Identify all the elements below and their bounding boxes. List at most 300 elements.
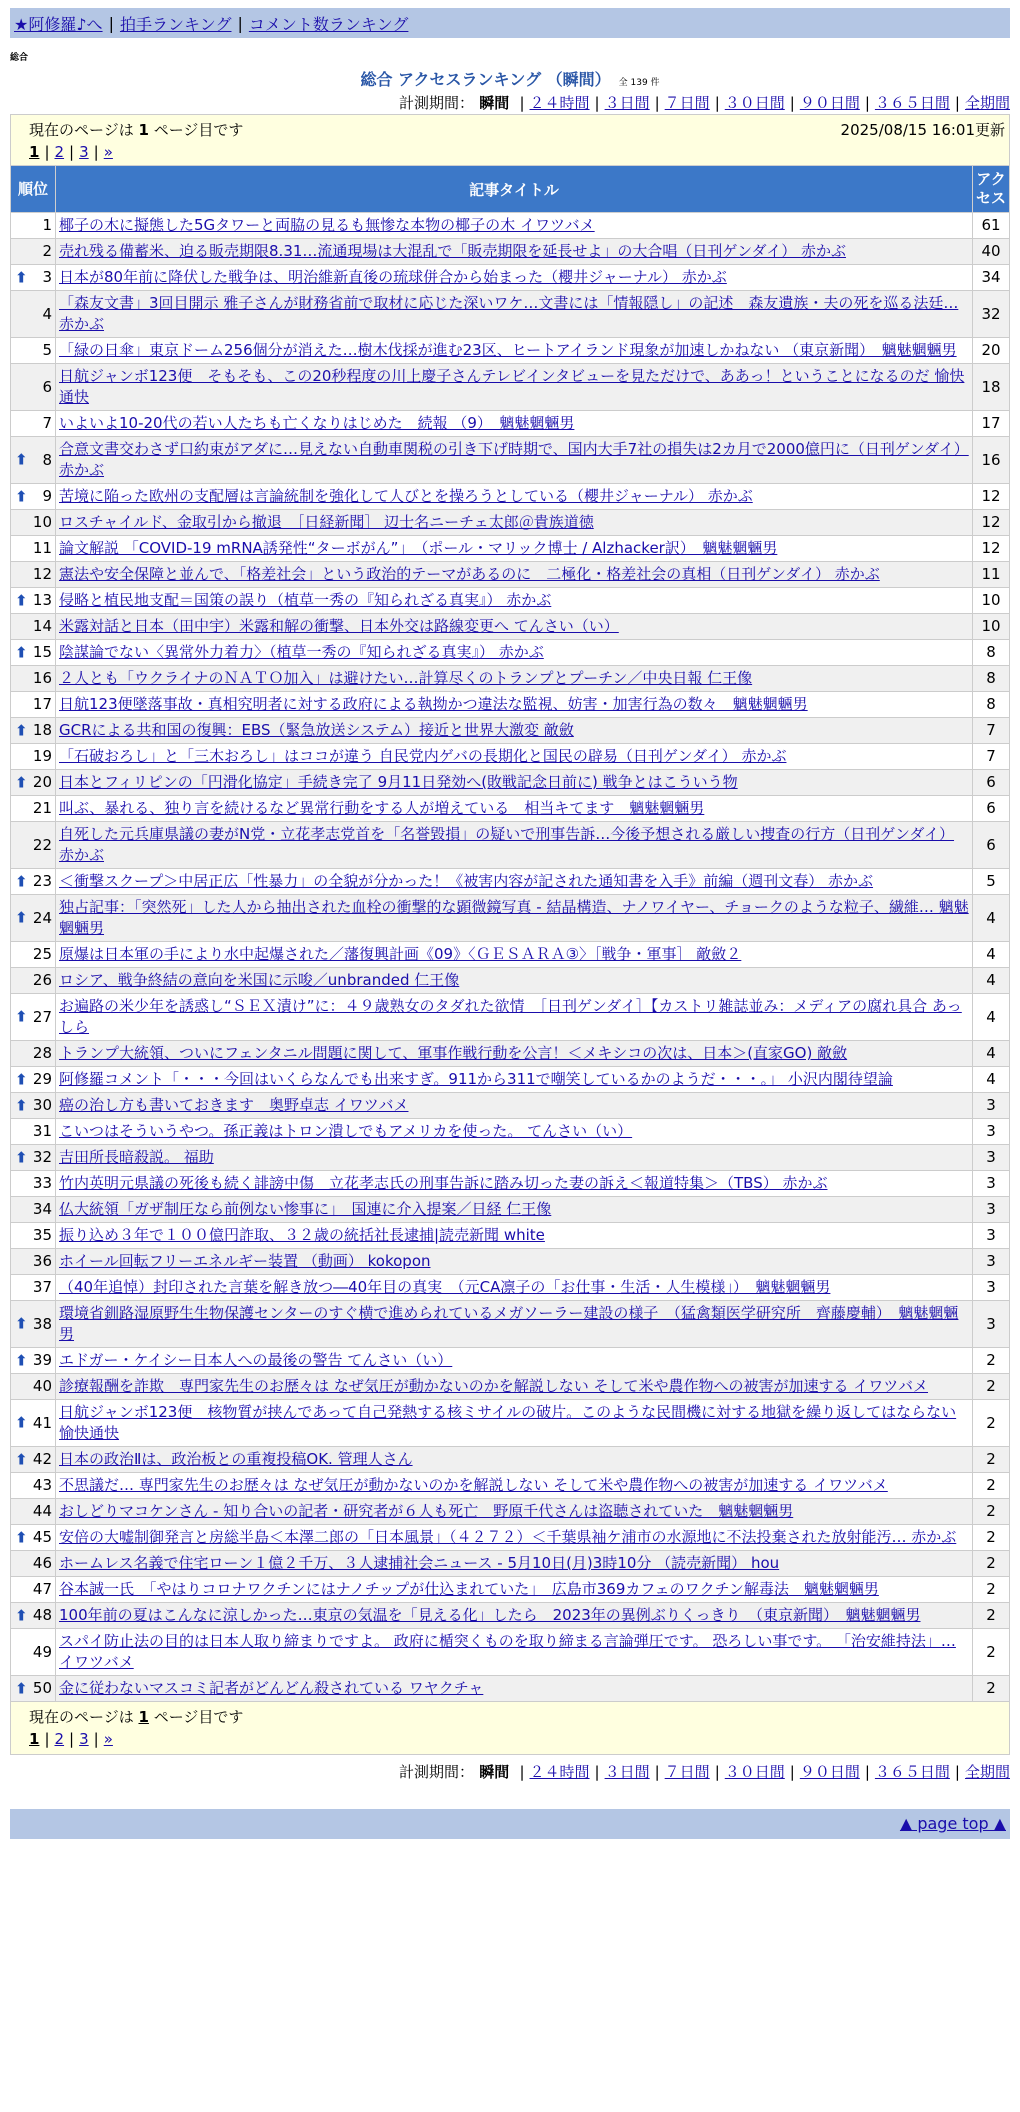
table-row bbox=[11, 1197, 1010, 1223]
rank-number: 43 bbox=[32, 1476, 52, 1494]
access-count: 4 bbox=[973, 968, 1010, 994]
rank-number: 21 bbox=[32, 799, 52, 817]
rank-number: 28 bbox=[32, 1044, 52, 1062]
rank-cell bbox=[11, 895, 56, 942]
access-count: 3 bbox=[973, 1171, 1010, 1197]
title-header: 記事タイトル bbox=[56, 166, 973, 213]
access-count: 7 bbox=[973, 744, 1010, 770]
access-count: 4 bbox=[973, 1067, 1010, 1093]
title-cell bbox=[56, 536, 973, 562]
title-cell bbox=[56, 510, 973, 536]
rank-number: 39 bbox=[32, 1351, 52, 1369]
period-label: 計測期間： bbox=[398, 94, 474, 112]
access-count: 2 bbox=[973, 1499, 1010, 1525]
article-link[interactable]: 金に従わないマスコミ記者がどんどん殺されている ワヤクチャ bbox=[59, 1679, 484, 1697]
rank-number: 31 bbox=[32, 1122, 52, 1140]
rank-number: 2 bbox=[42, 242, 52, 260]
rank-cell bbox=[11, 1301, 56, 1348]
rank-number: 1 bbox=[42, 216, 52, 234]
rank-number: 13 bbox=[32, 591, 52, 609]
access-count: 16 bbox=[973, 437, 1010, 484]
rank-cell bbox=[11, 640, 56, 666]
title-cell bbox=[56, 869, 973, 895]
rank-cell bbox=[11, 1275, 56, 1301]
title-cell bbox=[56, 1145, 973, 1171]
rank-cell bbox=[11, 437, 56, 484]
access-count: 6 bbox=[973, 822, 1010, 869]
table-row bbox=[11, 1400, 1010, 1447]
access-count: 2 bbox=[973, 1400, 1010, 1447]
article-link[interactable]: 日航ジャンボ123便 そもそも、この20秒程度の川上慶子さんテレビインタビューを見ただけで、ああっ！ということになるのだ 愉快通快 bbox=[59, 367, 965, 406]
article-link[interactable]: 安倍の大嘘制御発言と房総半島＜本澤二郎の「日本風景」（４２７２）＜千葉県袖ケ浦市の水源地に不法投棄された放射能汚… 赤かぶ bbox=[59, 1528, 957, 1546]
title-cell bbox=[56, 1301, 973, 1348]
access-count: 17 bbox=[973, 411, 1010, 437]
up-arrow-icon: ⬆ bbox=[15, 1450, 28, 1468]
rank-cell bbox=[11, 265, 56, 291]
period-link-2[interactable]: ７日間 bbox=[664, 94, 710, 112]
next-page-link[interactable]: » bbox=[103, 143, 113, 161]
access-count: 2 bbox=[973, 1577, 1010, 1603]
article-link[interactable]: GCRによる共和国の復興：EBS（緊急放送システム）接近と世界大激変 敵斂 bbox=[59, 721, 574, 739]
title-cell bbox=[56, 1067, 973, 1093]
period-link-3[interactable]: ３０日間 bbox=[724, 94, 785, 112]
rank-number: 10 bbox=[32, 513, 52, 531]
rank-cell bbox=[11, 692, 56, 718]
title-cell bbox=[56, 1093, 973, 1119]
rank-number: 27 bbox=[32, 1007, 52, 1026]
page-top-link[interactable]: ▲ page top ▲ bbox=[899, 1814, 1006, 1833]
article-link[interactable]: 侵略と植民地支配＝国策の誤り（植草一秀の『知られざる真実』） 赤かぶ bbox=[59, 591, 552, 609]
period-link-5[interactable]: ３６５日間 bbox=[874, 94, 950, 112]
table-row bbox=[11, 1629, 1010, 1676]
article-link[interactable]: 陰謀論でない〈異常外力着力〉（植草一秀の『知られざる真実』） 赤かぶ bbox=[59, 643, 544, 661]
article-link[interactable]: 癌の治し方も書いておきます 奥野卓志 イワツバメ bbox=[59, 1096, 409, 1114]
access-count: 3 bbox=[973, 1223, 1010, 1249]
page-current: 1 bbox=[29, 143, 40, 161]
access-count: 8 bbox=[973, 666, 1010, 692]
access-count: 10 bbox=[973, 588, 1010, 614]
footer-bar bbox=[10, 1809, 1010, 1839]
table-row bbox=[11, 718, 1010, 744]
table-row bbox=[11, 437, 1010, 484]
rank-cell bbox=[11, 666, 56, 692]
access-count: 11 bbox=[973, 562, 1010, 588]
title-cell bbox=[56, 338, 973, 364]
up-arrow-icon: ⬆ bbox=[15, 1351, 28, 1369]
access-count: 6 bbox=[973, 770, 1010, 796]
period-separator: | bbox=[789, 1763, 795, 1781]
rank-cell bbox=[11, 1447, 56, 1473]
article-link[interactable]: おしどりマコケンさん - 知り合いの記者・研究者が６人も死亡 野原千代さんは盗聴されていた 魑魅魍魎男 bbox=[59, 1502, 794, 1520]
period-current: 瞬間 bbox=[474, 1763, 515, 1781]
period-link-4[interactable]: ９０日間 bbox=[799, 94, 860, 112]
article-link[interactable]: ＜衝撃スクープ＞中居正広「性暴力」の全貌が分かった！《被害内容が記された通知書を入手》前編（週刊文春） 赤かぶ bbox=[59, 872, 874, 890]
rank-number: 14 bbox=[32, 617, 52, 635]
up-arrow-icon: ⬆ bbox=[15, 1679, 28, 1697]
article-link[interactable]: 吉田所長暗殺説。 福助 bbox=[59, 1148, 214, 1166]
article-link[interactable]: （40年追悼）封印された言葉を解き放つ―40年目の真実 （元CA凛子の「お仕事・生活・人生模様」） 魑魅魍魎男 bbox=[59, 1278, 831, 1296]
rank-number: 49 bbox=[32, 1642, 52, 1661]
rank-number: 30 bbox=[32, 1096, 52, 1114]
item-count: 全 139 件 bbox=[618, 78, 660, 88]
rank-number: 26 bbox=[32, 971, 52, 989]
rank-cell bbox=[11, 869, 56, 895]
article-link[interactable]: スパイ防止法の目的は日本人取り締まりですよ。 政府に楯突くものを取り締まる言論弾圧です。 恐ろしい事です。 「治安維持法」… イワツバメ bbox=[59, 1632, 956, 1671]
table-row bbox=[11, 1551, 1010, 1577]
title-cell bbox=[56, 1197, 973, 1223]
article-link[interactable]: 自死した元兵庫県議の妻がN党・立花孝志党首を「名誉毀損」の疑いで刑事告訴…今後予想される厳しい捜査の行方（日刊ゲンダイ） 赤かぶ bbox=[59, 825, 955, 864]
article-link[interactable]: お遍路の米少年を誘惑し“ＳＥＸ漬け”に：４９歳熟女のタダれた欲情 ［日刊ゲンダイ］【カストリ雑誌並み：メディアの腐れ具合 あっしら bbox=[59, 997, 962, 1036]
period-link-1[interactable]: ３日間 bbox=[604, 94, 650, 112]
title-cell bbox=[56, 1223, 973, 1249]
page-links bbox=[29, 141, 1009, 163]
rank-number: 29 bbox=[32, 1070, 52, 1088]
page-title bbox=[10, 67, 1010, 90]
rank-cell bbox=[11, 510, 56, 536]
article-link[interactable]: 100年前の夏はこんなに涼しかった…東京の気温を「見える化」したら 2023年の異例ぶりくっきり （東京新聞） 魑魅魍魎男 bbox=[59, 1606, 921, 1624]
table-row bbox=[11, 536, 1010, 562]
category-label: 総合 bbox=[10, 53, 29, 63]
article-link[interactable]: 日本の政治Ⅱは、政治板との重複投稿OK. 管理人さん bbox=[59, 1450, 413, 1468]
access-count: 8 bbox=[973, 640, 1010, 666]
rank-header: 順位 bbox=[11, 166, 56, 213]
access-count: 40 bbox=[973, 239, 1010, 265]
article-link[interactable]: 日本とフィリピンの「円滑化協定」手続き完了 9月11日発効へ(敗戦記念日前に) 戦争とはこういう物 bbox=[59, 773, 738, 791]
title-cell bbox=[56, 796, 973, 822]
title-cell bbox=[56, 942, 973, 968]
rank-number: 5 bbox=[42, 341, 52, 359]
page-separator: | bbox=[93, 143, 99, 161]
rank-cell bbox=[11, 1041, 56, 1067]
next-page-link[interactable]: » bbox=[103, 1730, 113, 1748]
access-count: 4 bbox=[973, 1041, 1010, 1067]
article-link[interactable]: 苦境に陥った欧州の支配層は言論統制を強化して人びとを操ろうとしている（櫻井ジャーナル） 赤かぶ bbox=[59, 487, 753, 505]
rank-number: 9 bbox=[42, 487, 52, 505]
page-status: 現在のページは 1 ページ目です bbox=[29, 121, 244, 139]
article-link[interactable]: 診療報酬を詐欺 専門家先生のお歴々は なぜ気圧が動かないのかを解説しない そして米や農作物への被害が加速する イワツバメ bbox=[59, 1377, 929, 1395]
title-cell bbox=[56, 718, 973, 744]
access-count: 2 bbox=[973, 1629, 1010, 1676]
table-row bbox=[11, 213, 1010, 239]
rank-cell bbox=[11, 1473, 56, 1499]
article-link[interactable]: ホイール回転フリーエネルギー装置 （動画） kokopon bbox=[59, 1252, 431, 1270]
page-link-2[interactable]: 2 bbox=[54, 143, 65, 161]
up-arrow-icon: ⬆ bbox=[15, 908, 28, 927]
table-row bbox=[11, 1275, 1010, 1301]
rank-cell bbox=[11, 718, 56, 744]
access-count: 20 bbox=[973, 338, 1010, 364]
article-link[interactable]: 原爆は日本軍の手により水中起爆された／藩復興計画《09》〈ＧＥＳＡＲＡ③〉［戦争・軍事］ 敵斂２ bbox=[59, 945, 742, 963]
asyura-home-link[interactable]: ★阿修羅♪へ bbox=[14, 14, 103, 34]
table-row bbox=[11, 895, 1010, 942]
rank-cell bbox=[11, 968, 56, 994]
article-link[interactable]: 椰子の木に擬態した5Gタワーと両脇の見るも無惨な本物の椰子の木 イワツバメ bbox=[59, 216, 595, 234]
access-count: 8 bbox=[973, 692, 1010, 718]
title-cell bbox=[56, 1374, 973, 1400]
rank-number: 37 bbox=[32, 1278, 52, 1296]
table-row bbox=[11, 1249, 1010, 1275]
page-link-2[interactable]: 2 bbox=[54, 1730, 65, 1748]
rank-cell bbox=[11, 364, 56, 411]
rank-number: 18 bbox=[32, 721, 52, 739]
rank-number: 11 bbox=[32, 539, 52, 557]
period-separator: | bbox=[954, 94, 960, 112]
article-link[interactable]: いよいよ10-20代の若い人たちも亡くなりはじめた 続報 （9） 魑魅魍魎男 bbox=[59, 414, 575, 432]
article-link[interactable]: ホームレス名義で住宅ローン１億２千万、３人逮捕社会ニュース - 5月10日(月)3時10分 （読売新聞） hou bbox=[59, 1554, 780, 1572]
title-cell bbox=[56, 1400, 973, 1447]
article-link[interactable]: 日本が80年前に降伏した戦争は、明治維新直後の琉球併合から始まった（櫻井ジャーナル） 赤かぶ bbox=[59, 268, 727, 286]
access-count: 18 bbox=[973, 364, 1010, 411]
access-count: 12 bbox=[973, 510, 1010, 536]
rank-number: 42 bbox=[32, 1450, 52, 1468]
article-link[interactable]: 合意文書交わさず口約束がアダに…見えない自動車関税の引き下げ時期で、国内大手7社の損失は2カ月で2000億円に（日刊ゲンダイ） 赤かぶ bbox=[59, 440, 969, 479]
rank-number: 7 bbox=[42, 414, 52, 432]
page-current: 1 bbox=[29, 1730, 40, 1748]
period-link-5[interactable]: ３６５日間 bbox=[874, 1763, 950, 1781]
rank-cell bbox=[11, 291, 56, 338]
access-count: 2 bbox=[973, 1374, 1010, 1400]
up-arrow-icon: ⬆ bbox=[15, 773, 28, 791]
page-separator: | bbox=[69, 143, 75, 161]
period-link-4[interactable]: ９０日間 bbox=[799, 1763, 860, 1781]
rank-cell bbox=[11, 796, 56, 822]
table-row bbox=[11, 692, 1010, 718]
up-arrow-icon: ⬆ bbox=[15, 1413, 28, 1432]
rank-cell bbox=[11, 1119, 56, 1145]
period-link-3[interactable]: ３０日間 bbox=[724, 1763, 785, 1781]
up-arrow-icon: ⬆ bbox=[15, 1606, 28, 1624]
table-row bbox=[11, 1676, 1010, 1702]
title-cell bbox=[56, 411, 973, 437]
top-nav-bar bbox=[10, 8, 1010, 38]
up-arrow-icon: ⬆ bbox=[15, 872, 28, 890]
table-row bbox=[11, 614, 1010, 640]
table-row bbox=[11, 1171, 1010, 1197]
rank-cell bbox=[11, 994, 56, 1041]
period-link-2[interactable]: ７日間 bbox=[664, 1763, 710, 1781]
access-count: 10 bbox=[973, 614, 1010, 640]
table-row bbox=[11, 1301, 1010, 1348]
rank-cell bbox=[11, 744, 56, 770]
title-cell bbox=[56, 1473, 973, 1499]
nav-separator: | bbox=[237, 13, 243, 33]
rank-number: 38 bbox=[32, 1314, 52, 1333]
page-links bbox=[29, 1728, 1009, 1750]
rank-number: 34 bbox=[32, 1200, 52, 1218]
article-link[interactable]: 仏大統領「ガザ制圧なら前例ない惨事に」 国連に介入提案／日経 仁王像 bbox=[59, 1200, 552, 1218]
title-cell bbox=[56, 1447, 973, 1473]
access-count: 32 bbox=[973, 291, 1010, 338]
article-link[interactable]: 振り込め３年で１００億円詐取、３２歳の統括社長逮捕|読売新聞 white bbox=[59, 1226, 545, 1244]
rank-cell bbox=[11, 614, 56, 640]
table-row bbox=[11, 510, 1010, 536]
table-row bbox=[11, 770, 1010, 796]
title-cell bbox=[56, 364, 973, 411]
table-row bbox=[11, 744, 1010, 770]
article-link[interactable]: 環境省釧路湿原野生生物保護センターのすぐ横で進められているメガソーラー建設の様子 （猛禽類医学研究所 齊藤慶輔） 魑魅魍魎男 bbox=[59, 1304, 959, 1343]
period-link-0[interactable]: ２４時間 bbox=[529, 1763, 590, 1781]
title-cell bbox=[56, 1041, 973, 1067]
article-link[interactable]: 叫ぶ、暴れる、独り言を続けるなど異常行動をする人が増えている 相当キてます 魑魅魍魎男 bbox=[59, 799, 705, 817]
up-arrow-icon: ⬆ bbox=[15, 721, 28, 739]
rank-number: 24 bbox=[32, 908, 52, 927]
table-row bbox=[11, 239, 1010, 265]
title-cell bbox=[56, 562, 973, 588]
article-link[interactable]: 独占記事：「突然死」した人から抽出された血栓の衝撃的な顕微鏡写真 - 結晶構造、ナノワイヤー、チョークのような粒子、繊維… 魑魅魍魎男 bbox=[59, 898, 969, 937]
article-link[interactable]: 日航123便墜落事故・真相究明者に対する政府による執拗かつ違法な監視、妨害・加害行為の数々 魑魅魍魎男 bbox=[59, 695, 808, 713]
article-link[interactable]: 売れ残る備蓄米、迫る販売期限8.31…流通現場は大混乱で「販売期限を延長せよ」の大合唱（日刊ゲンダイ） 赤かぶ bbox=[59, 242, 846, 260]
page-separator: | bbox=[69, 1730, 75, 1748]
title-cell bbox=[56, 291, 973, 338]
ranking-table bbox=[10, 165, 1010, 1702]
rank-cell bbox=[11, 1499, 56, 1525]
updated-timestamp: 2025/08/15 16:01更新 bbox=[840, 121, 1005, 139]
table-row bbox=[11, 588, 1010, 614]
article-link[interactable]: ロスチャイルド、金取引から撤退 ［日経新聞］ 辺士名ニーチェ太郎＠貴族道徳 bbox=[59, 513, 594, 531]
rank-cell bbox=[11, 770, 56, 796]
up-arrow-icon: ⬆ bbox=[15, 487, 28, 505]
table-row bbox=[11, 1525, 1010, 1551]
article-link[interactable]: 不思議だ… 専門家先生のお歴々は なぜ気圧が動かないのかを解説しない そして米や農作物への被害が加速する イワツバメ bbox=[59, 1476, 888, 1494]
rank-cell bbox=[11, 1249, 56, 1275]
rank-cell bbox=[11, 239, 56, 265]
rank-cell bbox=[11, 536, 56, 562]
article-link[interactable]: 日航ジャンボ123便 核物質が挟んであって自己発熱する核ミサイルの破片。このような民間機に対する地獄を繰り返してはならない 愉快通快 bbox=[59, 1403, 957, 1442]
article-link[interactable]: 阿修羅コメント「・・・今回はいくらなんでも出来すぎ。911から311で嘲笑しているかのようだ・・・。」 小沢内閣待望論 bbox=[59, 1070, 893, 1088]
up-arrow-icon: ⬆ bbox=[15, 1148, 28, 1166]
title-cell bbox=[56, 588, 973, 614]
page-title-text: 総合 アクセスランキング （瞬間） bbox=[360, 70, 611, 89]
title-cell bbox=[56, 968, 973, 994]
table-row bbox=[11, 1041, 1010, 1067]
period-separator: | bbox=[519, 94, 525, 112]
table-row bbox=[11, 1093, 1010, 1119]
title-cell bbox=[56, 1499, 973, 1525]
title-cell bbox=[56, 437, 973, 484]
up-arrow-icon: ⬆ bbox=[15, 1314, 28, 1333]
access-count: 12 bbox=[973, 484, 1010, 510]
rank-number: 15 bbox=[32, 643, 52, 661]
rank-number: 40 bbox=[32, 1377, 52, 1395]
article-link[interactable]: 竹内英明元県議の死後も続く誹謗中傷 立花孝志氏の刑事告訴に踏み切った妻の訴え＜報道特集＞（TBS） 赤かぶ bbox=[59, 1174, 828, 1192]
title-cell bbox=[56, 1249, 973, 1275]
article-link[interactable]: 米露対話と日本（田中宇）米露和解の衝撃、日本外交は路線変更へ てんさい（い） bbox=[59, 617, 619, 635]
access-count: 12 bbox=[973, 536, 1010, 562]
table-row bbox=[11, 822, 1010, 869]
rank-cell bbox=[11, 1348, 56, 1374]
rank-cell bbox=[11, 1676, 56, 1702]
page-link-3[interactable]: 3 bbox=[79, 143, 89, 161]
access-count: 4 bbox=[973, 942, 1010, 968]
article-link[interactable]: 「森友文書」3回目開示 雅子さんが財務省前で取材に応じた深いワケ…文書には「情報隠し」の記述 森友遺族・夫の死を巡る法廷… 赤かぶ bbox=[59, 294, 959, 333]
rank-cell bbox=[11, 1603, 56, 1629]
up-arrow-icon: ⬆ bbox=[15, 1007, 28, 1026]
period-separator: | bbox=[594, 94, 600, 112]
table-row bbox=[11, 994, 1010, 1041]
article-link[interactable]: 憲法や安全保障と並んで、「格差社会」という政治的テーマがあるのに 二極化・格差社会の真相（日刊ゲンダイ） 赤かぶ bbox=[59, 565, 880, 583]
period-link-6[interactable]: 全期間 bbox=[964, 1763, 1010, 1781]
title-cell bbox=[56, 1119, 973, 1145]
article-link[interactable]: ２人とも「ウクライナのＮＡＴＯ加入」は避けたい…計算尽くのトランプとプーチン／中央日報 仁王像 bbox=[59, 669, 753, 687]
rank-number: 44 bbox=[32, 1502, 52, 1520]
period-separator: | bbox=[714, 1763, 720, 1781]
article-link[interactable]: こいつはそういうやつ。孫正義はトロン潰しでもアメリカを使った。 てんさい（い） bbox=[59, 1122, 633, 1140]
period-link-1[interactable]: ３日間 bbox=[604, 1763, 650, 1781]
rank-number: 50 bbox=[32, 1679, 52, 1697]
period-link-6[interactable]: 全期間 bbox=[964, 94, 1010, 112]
table-row bbox=[11, 411, 1010, 437]
article-link[interactable]: トランプ大統領、ついにフェンタニル問題に関して、軍事作戦行動を公言！＜メキシコの次は、日本＞(直家GO) 敵斂 bbox=[59, 1044, 848, 1062]
title-cell bbox=[56, 213, 973, 239]
period-link-0[interactable]: ２４時間 bbox=[529, 94, 590, 112]
rank-number: 4 bbox=[42, 304, 52, 323]
rank-number: 45 bbox=[32, 1528, 52, 1546]
up-arrow-icon: ⬆ bbox=[15, 1070, 28, 1088]
rank-cell bbox=[11, 1145, 56, 1171]
access-count: 2 bbox=[973, 1348, 1010, 1374]
access-count: 3 bbox=[973, 1119, 1010, 1145]
table-row bbox=[11, 265, 1010, 291]
title-cell bbox=[56, 265, 973, 291]
period-separator: | bbox=[594, 1763, 600, 1781]
page-link-3[interactable]: 3 bbox=[79, 1730, 89, 1748]
article-link[interactable]: 論文解説 「COVID-19 mRNA誘発性“ターボがん”」 （ポール・マリック博士 / Alzhacker訳） 魑魅魍魎男 bbox=[59, 539, 778, 557]
title-cell bbox=[56, 1348, 973, 1374]
rank-number: 6 bbox=[42, 377, 52, 396]
access-count: 5 bbox=[973, 869, 1010, 895]
access-count: 3 bbox=[973, 1275, 1010, 1301]
page-separator: | bbox=[44, 1730, 50, 1748]
article-link[interactable]: 「緑の日傘」東京ドーム256個分が消えた…樹木伐採が進む23区、ヒートアイランド現象が加速しかねない （東京新聞） 魑魅魍魎男 bbox=[59, 341, 957, 359]
table-row bbox=[11, 1374, 1010, 1400]
rank-cell bbox=[11, 411, 56, 437]
nav-separator: | bbox=[108, 13, 114, 33]
table-row bbox=[11, 796, 1010, 822]
article-link[interactable]: ロシア、戦争終結の意向を米国に示唆／unbranded 仁王像 bbox=[59, 971, 460, 989]
table-row bbox=[11, 484, 1010, 510]
rank-number: 33 bbox=[32, 1174, 52, 1192]
up-arrow-icon: ⬆ bbox=[15, 643, 28, 661]
rank-cell bbox=[11, 1577, 56, 1603]
up-arrow-icon: ⬆ bbox=[15, 1096, 28, 1114]
access-count: 61 bbox=[973, 213, 1010, 239]
table-row bbox=[11, 942, 1010, 968]
comment-ranking-link[interactable]: コメント数ランキング bbox=[248, 14, 409, 34]
rank-number: 17 bbox=[32, 695, 52, 713]
access-count: 2 bbox=[973, 1603, 1010, 1629]
table-row bbox=[11, 869, 1010, 895]
title-cell bbox=[56, 770, 973, 796]
article-link[interactable]: 「石破おろし」と「三木おろし」はココが違う 自民党内ゲバの長期化と国民の辟易（日刊ゲンダイ） 赤かぶ bbox=[59, 747, 787, 765]
period-separator: | bbox=[864, 94, 870, 112]
rank-number: 47 bbox=[32, 1580, 52, 1598]
table-row bbox=[11, 640, 1010, 666]
access-count: 2 bbox=[973, 1447, 1010, 1473]
page-status: 現在のページは 1 ページ目です bbox=[29, 1708, 244, 1726]
page-separator: | bbox=[93, 1730, 99, 1748]
rank-number: 25 bbox=[32, 945, 52, 963]
table-row bbox=[11, 1499, 1010, 1525]
article-link[interactable]: エドガー・ケイシー日本人への最後の警告 てんさい（い） bbox=[59, 1351, 453, 1369]
title-cell bbox=[56, 640, 973, 666]
period-separator: | bbox=[864, 1763, 870, 1781]
period-selector-bottom bbox=[10, 1761, 1010, 1783]
period-selector-top bbox=[10, 92, 1010, 114]
rank-cell bbox=[11, 1525, 56, 1551]
clap-ranking-link[interactable]: 拍手ランキング bbox=[119, 14, 232, 34]
access-count: 2 bbox=[973, 1473, 1010, 1499]
article-link[interactable]: 谷本誠一氏 「やはりコロナワクチンにはナノチップが仕込まれていた」 広島市369カフェのワクチン解毒法 魑魅魍魎男 bbox=[59, 1580, 879, 1598]
